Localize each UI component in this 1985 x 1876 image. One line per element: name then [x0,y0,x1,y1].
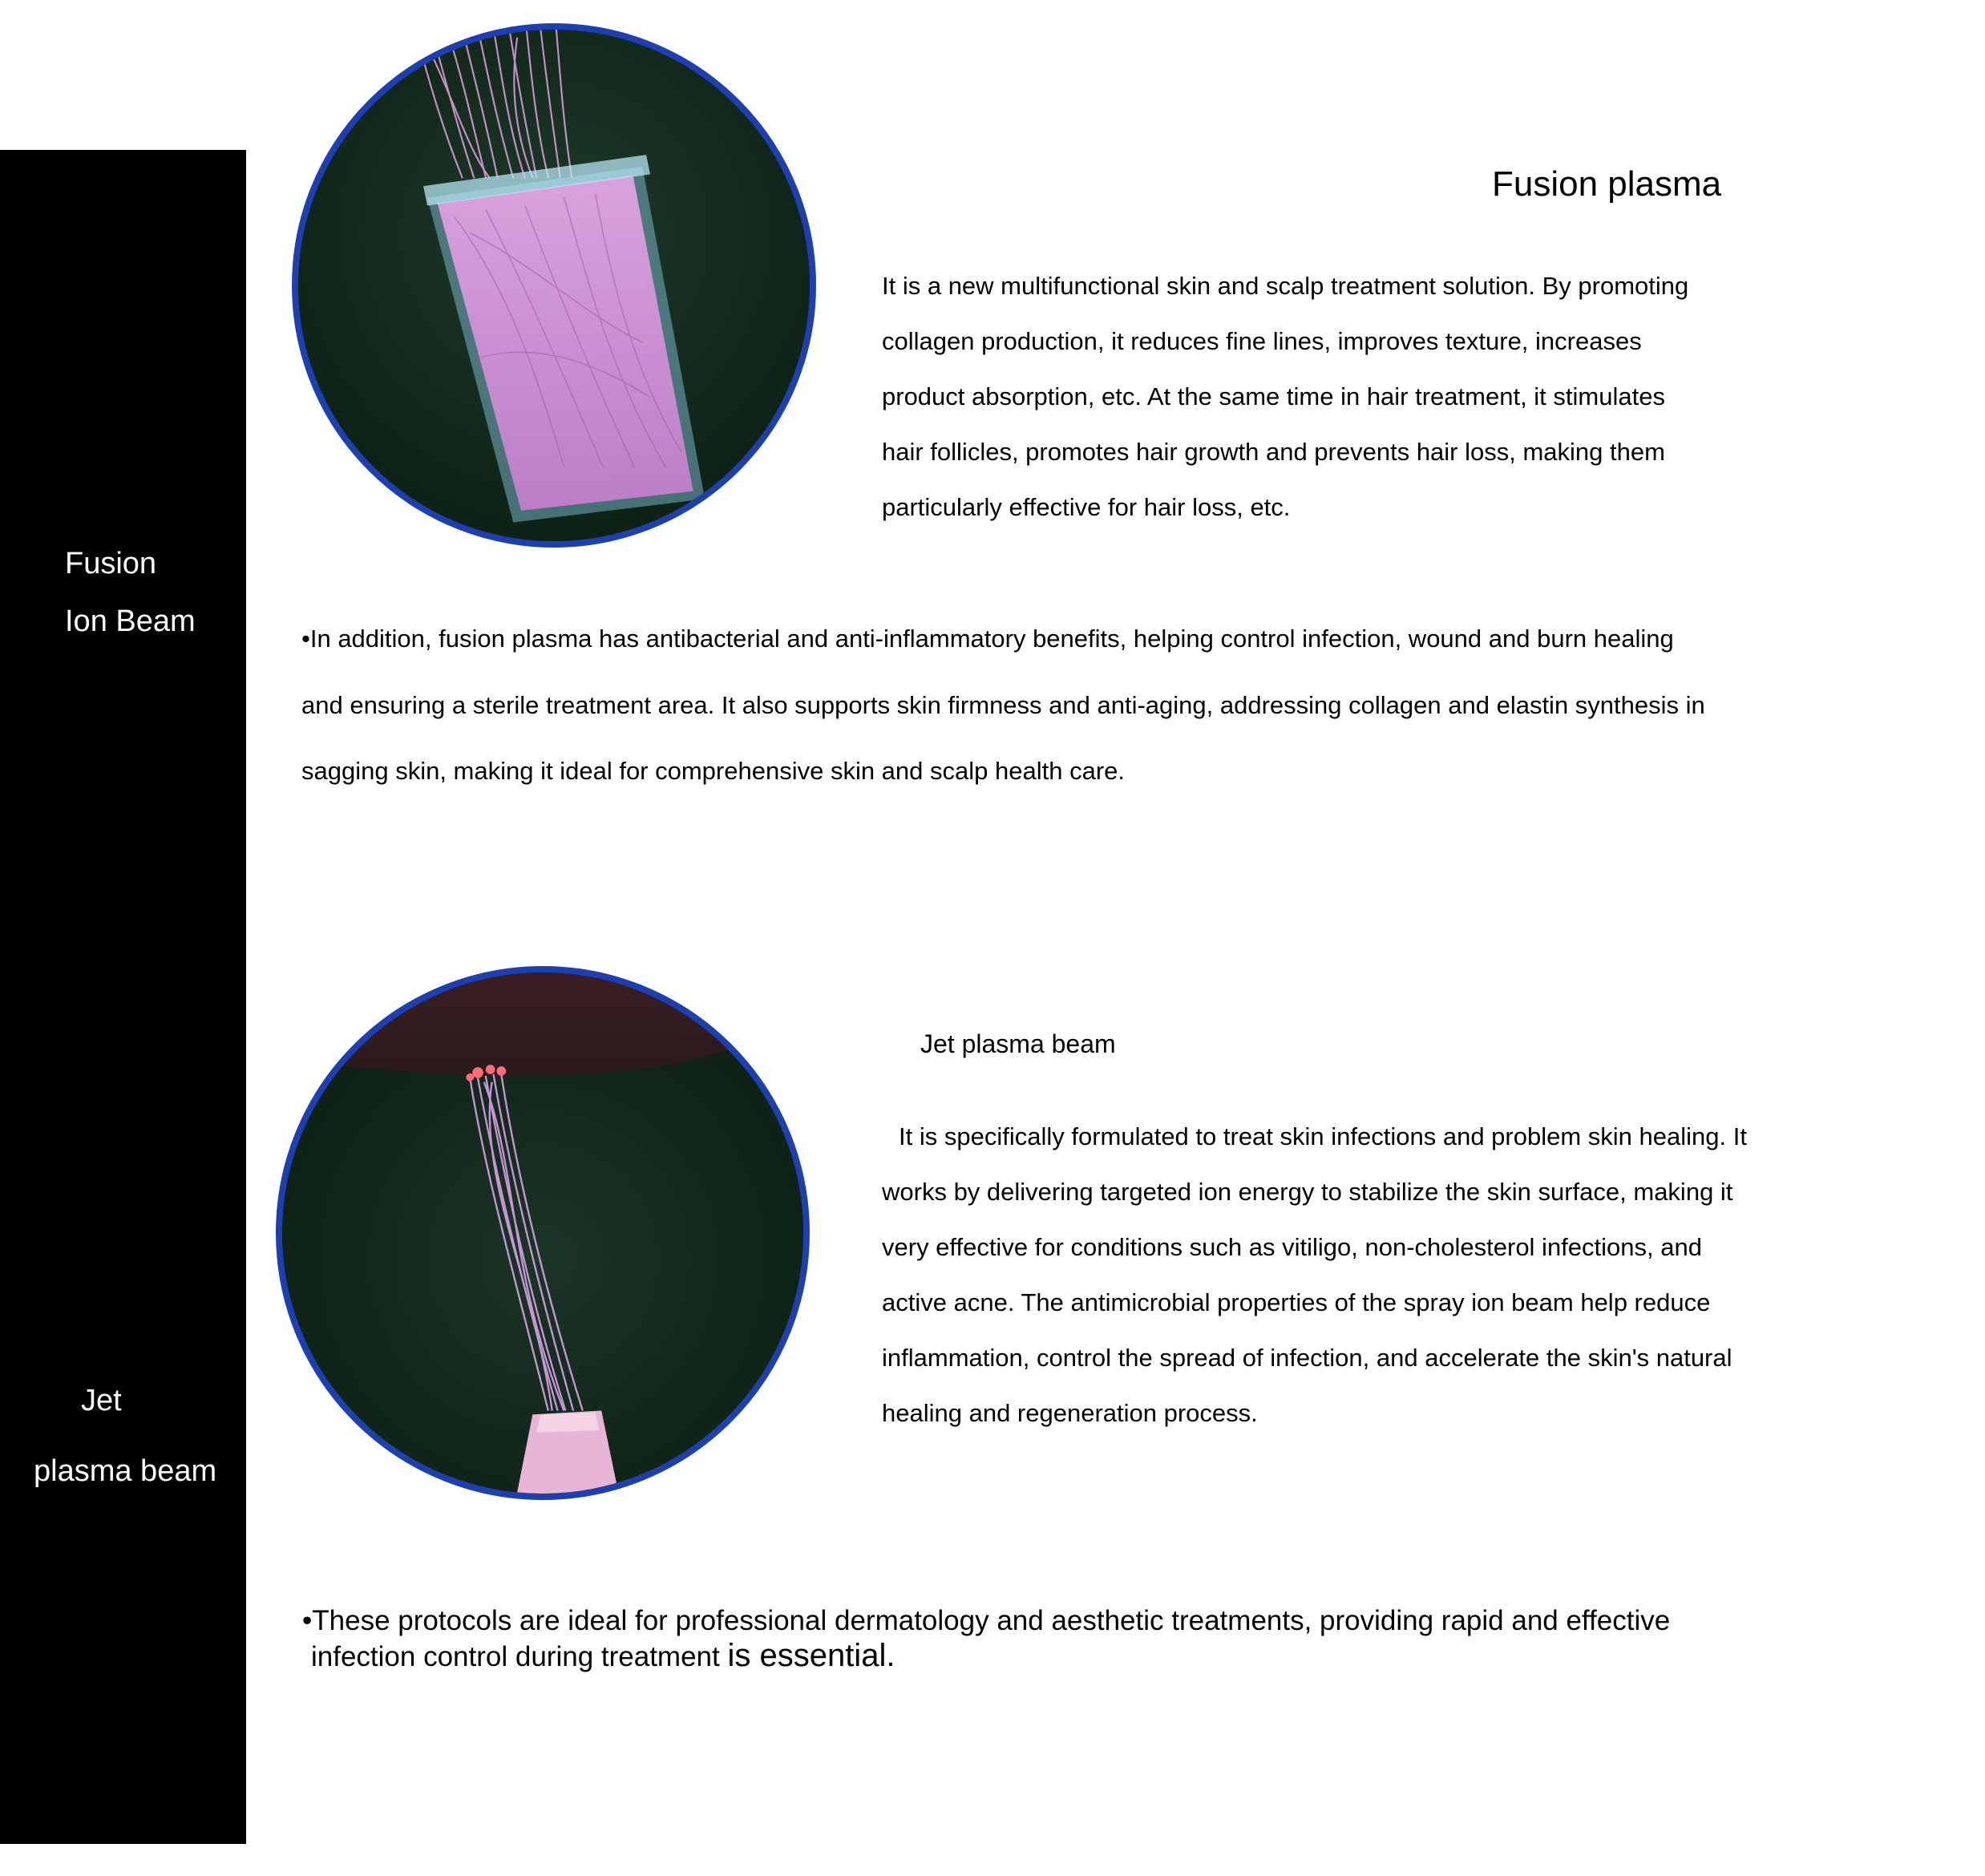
sidebar [0,150,246,1844]
closing-statement-line-1: •These protocols are ideal for professional dermatology and aesthetic treatments, providing rapid and effective [302,1605,1671,1636]
fusion-description-line: collagen production, it reduces fine lines, improves texture, increases [882,327,1642,355]
jet-description-line: healing and regeneration process. [882,1399,1258,1427]
fusion-description-line: product absorption, etc. At the same time in hair treatment, it stimulates [882,382,1665,410]
fusion-description-line: particularly effective for hair loss, etc. [882,493,1291,521]
jet-description-line: It is specifically formulated to treat skin infections and problem skin healing. It [899,1122,1747,1150]
sidebar-label-fusion: Fusion [65,547,157,580]
jet-description-line: very effective for conditions such as vitiligo, non-cholesterol infections, and [882,1233,1702,1261]
sidebar-label-plasma-beam: plasma beam [34,1454,217,1488]
fusion-plasma-image [292,23,816,548]
fusion-title: Fusion plasma [1492,164,1722,204]
closing-statement-line-2 [311,1635,895,1676]
fusion-description-line: It is a new multifunctional skin and scalp treatment solution. By promoting [882,272,1689,300]
fusion-description-line: hair follicles, promotes hair growth and prevents hair loss, making them [882,438,1665,466]
jet-plasma-beam-photo-icon [282,972,803,1494]
jet-plasma-image [276,966,810,1500]
fusion-benefits-line: •In addition, fusion plasma has antibacterial and anti-inflammatory benefits, helping control infection, wound and burn healing [301,625,1674,653]
fusion-benefits-line: sagging skin, making it ideal for comprehensive skin and scalp health care. [301,757,1125,785]
sidebar-label-ion-beam: Ion Beam [65,604,196,638]
jet-description-line: works by delivering targeted ion energy to stabilize the skin surface, making it [882,1178,1733,1206]
jet-title: Jet plasma beam [920,1029,1116,1058]
jet-description-line: inflammation, control the spread of infection, and accelerate the skin's natural [882,1344,1732,1372]
sidebar-label-jet: Jet [81,1384,122,1417]
jet-description-line: active acne. The antimicrobial properties of the spray ion beam help reduce [882,1288,1711,1316]
closing-statement-line-2-end: is essential. [727,1638,895,1673]
fusion-benefits-line: and ensuring a sterile treatment area. It also supports skin firmness and anti-aging, addressing collagen and elastin synthesis in [301,691,1705,719]
closing-statement-line-2-start: infection control during treatment [311,1641,728,1672]
fusion-plasma-tube-photo-icon [298,30,810,541]
